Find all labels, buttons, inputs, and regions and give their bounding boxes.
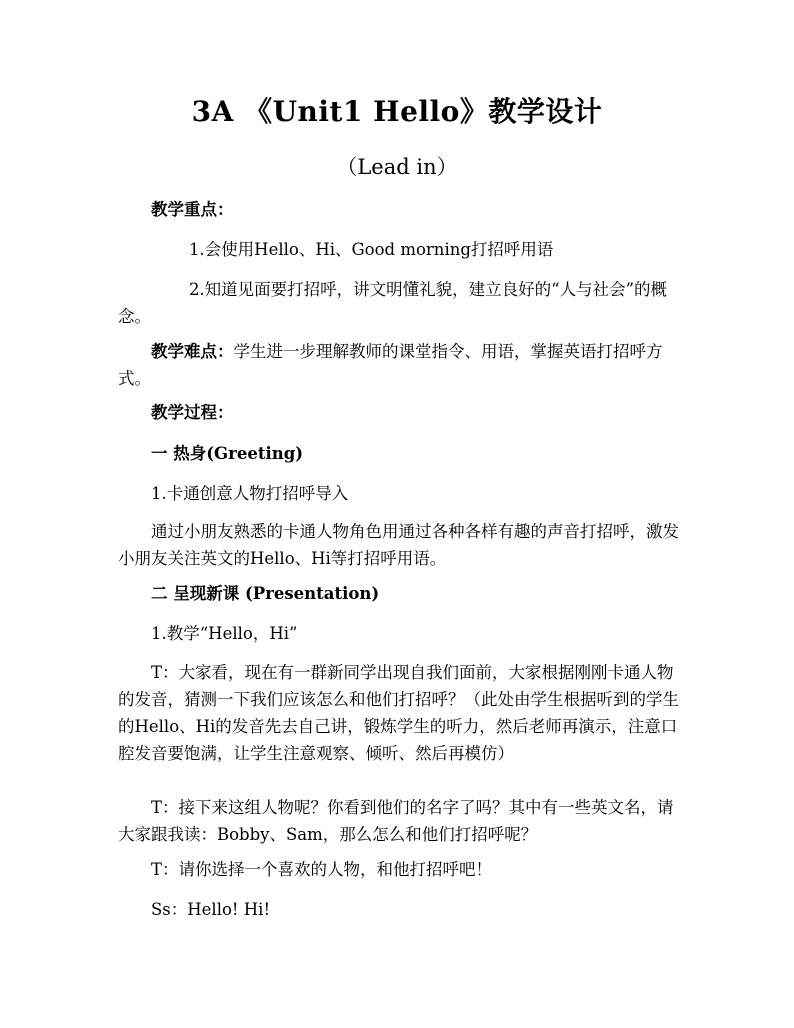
section-1-paragraph: 通过小朋友熟悉的卡通人物角色用通过各种各样有趣的声音打招呼，激发小朋友关注英文的Hello、Hi等打招呼用语。 — [118, 522, 679, 568]
key-points-heading — [118, 196, 683, 223]
key-points-label: 教学重点： — [151, 200, 234, 219]
teacher-paragraph-3: T：请你选择一个喜欢的人物，和他打招呼吧！ — [151, 860, 493, 879]
students-response: Ss：Hello! Hi! — [151, 900, 271, 919]
teacher-paragraph-2: T：接下来这组人物呢？你看到他们的名字了吗？其中有一些英文名，请大家跟我读：Bobby、Sam，那么怎么和他们打招呼呢？ — [118, 798, 674, 844]
difficulty-label: 教学难点： — [151, 342, 234, 361]
section-2-heading: 二 呈现新课 (Presentation) — [151, 584, 380, 603]
difficulty-text: 学生进一步理解教师的课堂指令、用语，掌握英语打招呼方式。 — [118, 342, 663, 388]
key-point-1: 1.会使用Hello、Hi、Good morning打招呼用语 — [188, 240, 554, 259]
difficulty-paragraph — [118, 338, 683, 392]
section-1-heading: 一 热身(Greeting) — [151, 444, 304, 463]
section-2-item: 1.教学“Hello，Hi” — [151, 624, 298, 643]
document-subtitle: （Lead in） — [336, 155, 458, 179]
teacher-paragraph-1: T：大家看，现在有一群新同学出现自我们面前，大家根据刚刚卡通人物的发音，猜测一下我们应该怎么和他们打招呼？（此处由学生根据听到的学生的Hello、Hi的发音先去自己讲，锻炼学生的听力，然后老师再演示，注意口腔发音要饱满，让学生注意观察、倾听、然后再模仿） — [118, 663, 679, 763]
process-label: 教学过程： — [151, 403, 234, 422]
process-heading — [118, 399, 683, 426]
key-point-2: 2.知道见面要打招呼，讲文明懂礼貌，建立良好的“人与社会”的概念。 — [118, 280, 668, 326]
section-1-item: 1.卡通创意人物打招呼导入 — [151, 484, 349, 503]
document-title: 3A 《Unit1 Hello》教学设计 — [191, 95, 603, 128]
